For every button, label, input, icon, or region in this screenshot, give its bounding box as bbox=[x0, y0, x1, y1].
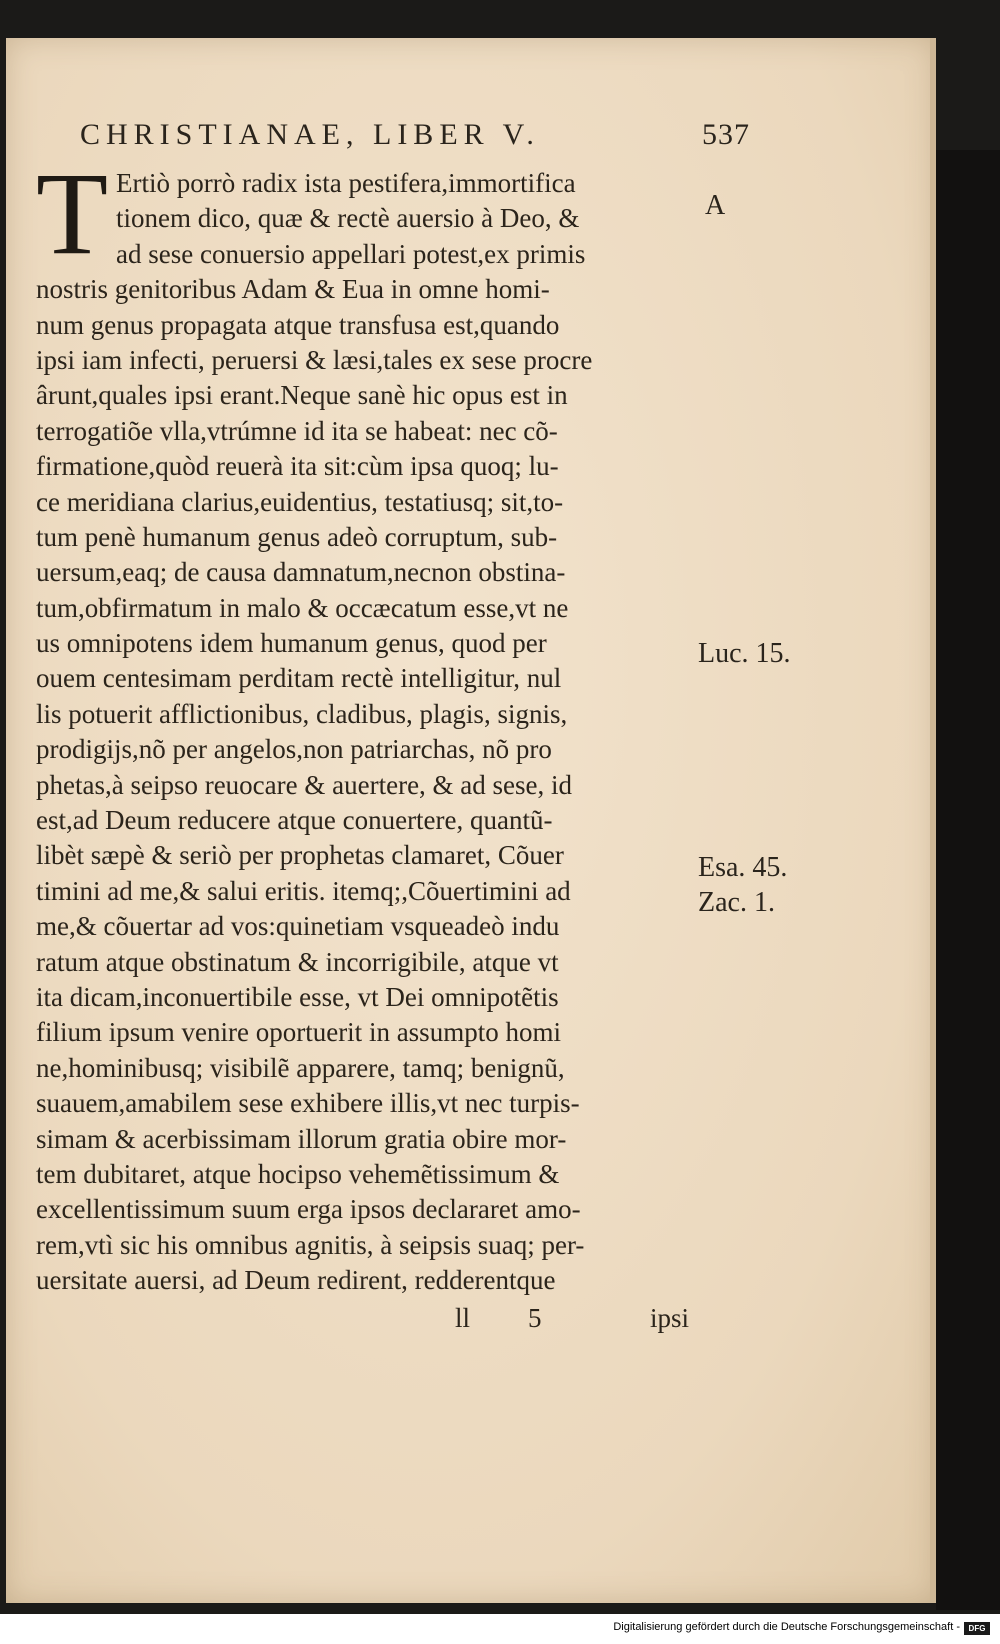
text-line: terrogatiõe vlla,vtrúmne id ita se habeat: nec cõ- bbox=[36, 415, 558, 446]
page-header bbox=[80, 118, 750, 152]
text-line: tem dubitaret, atque hocipso vehemẽtissimum & bbox=[36, 1158, 560, 1189]
text-line: prodigijs,nõ per angelos,non patriarchas, nõ pro bbox=[36, 734, 552, 765]
margin-section-letter: A bbox=[705, 190, 726, 221]
text-line: ârunt,quales ipsi erant.Neque sanè hic opus est in bbox=[36, 380, 568, 411]
main-text-block bbox=[36, 148, 696, 1299]
text-line: ipsi iam infecti, peruersi & læsi,tales ex sese procre bbox=[36, 344, 593, 375]
signature-number: 5 bbox=[528, 1303, 542, 1333]
text-line: ita dicam,inconuertibile esse, vt Dei omnipotẽtis bbox=[36, 981, 559, 1012]
page-number: 537 bbox=[702, 118, 750, 151]
text-line: tum,obfirmatum in malo & occæcatum esse,vt ne bbox=[36, 592, 569, 623]
text-line: uersum,eaq; de causa damnatum,necnon obstina- bbox=[36, 557, 566, 588]
running-head: CHRISTIANAE, LIBER V. bbox=[80, 118, 540, 151]
text-line: ne,hominibusq; visibilẽ apparere, tamq; benignũ, bbox=[36, 1052, 565, 1083]
text-line: ad sese conuersio appellari potest,ex primis bbox=[116, 238, 586, 269]
text-line: lis potuerit afflictionibus, cladibus, plagis, signis, bbox=[36, 698, 568, 729]
text-line: firmatione,quòd reuerà ita sit:cùm ipsa quoq; lu- bbox=[36, 451, 559, 482]
text-line: ce meridiana clarius,euidentius, testatiusq; sit,to- bbox=[36, 486, 564, 517]
margin-note-esa: Esa. 45. bbox=[698, 852, 788, 883]
text-line: tum penè humanum genus adeò corruptum, sub- bbox=[36, 521, 558, 552]
dfg-logo-icon: DFG bbox=[964, 1622, 990, 1635]
scan-border bbox=[936, 150, 1000, 1610]
text-line: Ertiò porrò radix ista pestifera,immortifica bbox=[116, 168, 576, 198]
text-line: filium ipsum venire oportuerit in assumpto homi bbox=[36, 1017, 561, 1048]
text-line: nostris genitoribus Adam & Eua in omne homi- bbox=[36, 274, 550, 305]
text-line: phetas,à seipso reuocare & auertere, & ad sese, id bbox=[36, 769, 573, 800]
text-line: us omnipotens idem humanum genus, quod per bbox=[36, 628, 547, 659]
text-line: ouem centesimam perditam rectè intelligitur, nul bbox=[36, 663, 562, 694]
drop-cap-initial: T bbox=[36, 148, 109, 279]
funding-credit: Digitalisierung gefördert durch die Deutsche Forschungsgemeinschaft - bbox=[613, 1621, 960, 1633]
signature-mark: ll bbox=[455, 1303, 471, 1333]
footer-bar bbox=[0, 1614, 1000, 1644]
text-line: timini ad me,& salui eritis. itemq;,Cõuertimini ad bbox=[36, 875, 571, 906]
text-line: rem,vtì sic his omnibus agnitis, à seipsis suaq; per- bbox=[36, 1229, 585, 1260]
text-line: uersitate auersi, ad Deum redirent, redderentque bbox=[36, 1265, 556, 1296]
text-line: tionem dico, quæ & rectè auersio à Deo, & bbox=[116, 203, 580, 234]
text-line: libèt sæpè & seriò per prophetas clamaret, Cõuer bbox=[36, 840, 564, 871]
text-line: suauem,amabilem sese exhibere illis,vt nec turpis- bbox=[36, 1088, 580, 1119]
margin-note-luc: Luc. 15. bbox=[698, 638, 791, 669]
text-line: excellentissimum suum erga ipsos declararet amo- bbox=[36, 1194, 581, 1225]
text-line: simam & acerbissimam illorum gratia obire mor- bbox=[36, 1123, 567, 1154]
text-line: est,ad Deum reducere atque conuertere, quantũ- bbox=[36, 805, 553, 836]
margin-note-zac: Zac. 1. bbox=[698, 887, 775, 918]
text-line: me,& cõuertar ad vos:quinetiam vsqueadeò indu bbox=[36, 911, 560, 942]
text-line: ratum atque obstinatum & incorrigibile, atque vt bbox=[36, 946, 559, 977]
catchword: ipsi bbox=[650, 1303, 690, 1333]
text-line: num genus propagata atque transfusa est,quando bbox=[36, 309, 560, 340]
